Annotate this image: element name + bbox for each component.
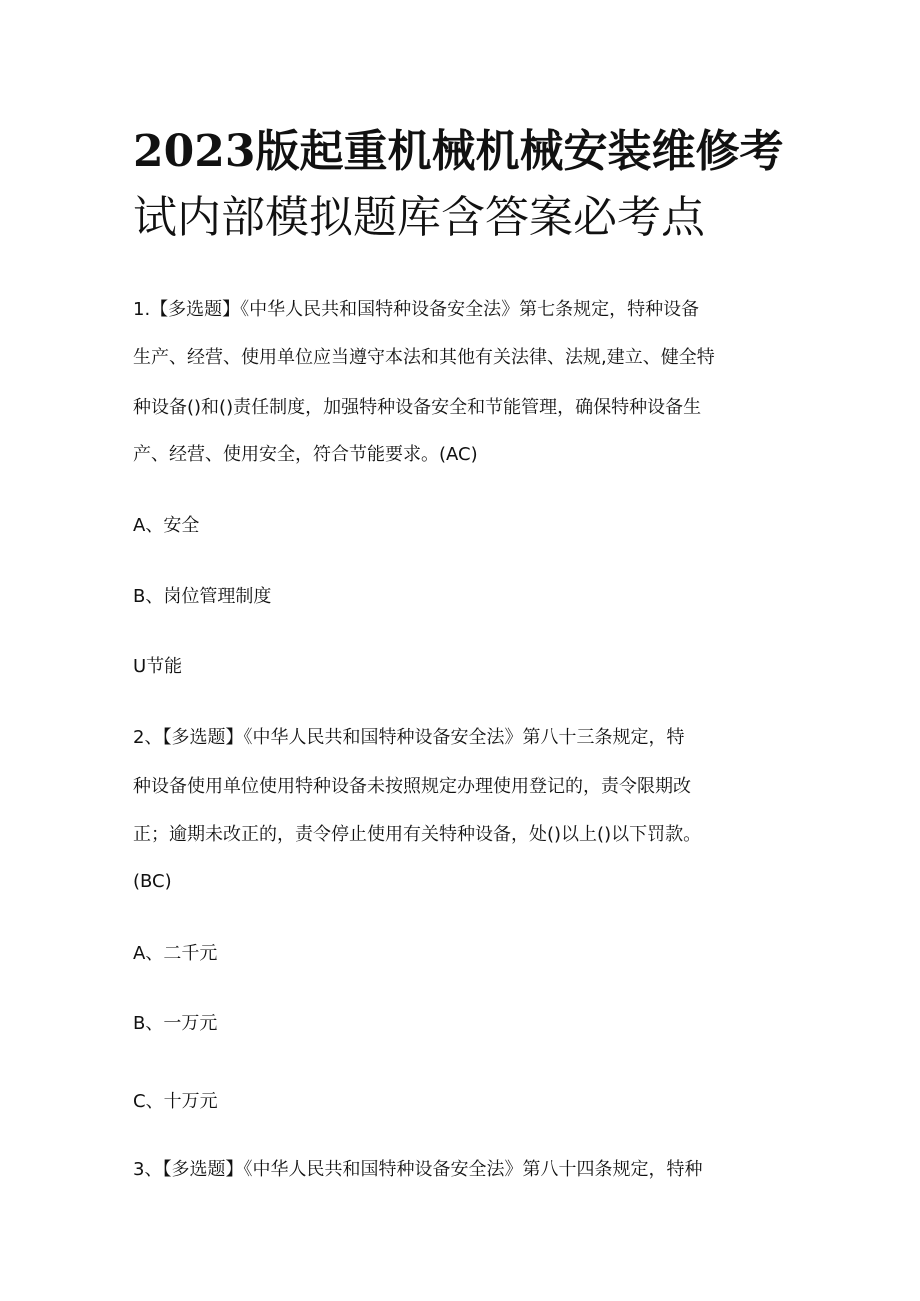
question-2-text-line-1: 2、【多选题】《中华人民共和国特种设备安全法》第八十三条规定，特	[133, 727, 685, 748]
question-3-text-line-1: 3、【多选题】《中华人民共和国特种设备安全法》第八十四条规定，特种	[133, 1159, 703, 1180]
question-2-option-b: B、一万元	[133, 1013, 218, 1034]
question-1-text-line-1: 1.【多选题】《中华人民共和国特种设备安全法》第七条规定，特种设备	[133, 299, 700, 320]
document-title-line-2: 试内部模拟题库含答案必考点	[133, 192, 705, 243]
question-2-option-a: A、二千元	[133, 943, 218, 964]
question-1-option-a: A、安全	[133, 515, 200, 536]
question-1-text-line-2: 生产、经营、使用单位应当遵守本法和其他有关法律、法规,建立、健全特	[133, 347, 715, 368]
question-2-text-line-3: 正；逾期未改正的，责令停止使用有关特种设备，处()以上()以下罚款。	[133, 824, 702, 845]
question-1-text-line-3: 种设备()和()责任制度，加强特种设备安全和节能管理，确保特种设备生	[133, 397, 702, 418]
question-2-option-c: C、十万元	[133, 1091, 218, 1112]
question-1-text-line-4: 产、经营、使用安全，符合节能要求。(AC)	[133, 444, 478, 465]
question-1-option-c: U节能	[133, 656, 183, 677]
question-2-text-line-4: (BC)	[133, 871, 172, 892]
question-2-text-line-2: 种设备使用单位使用特种设备未按照规定办理使用登记的，责令限期改	[133, 776, 691, 797]
question-1-option-b: B、岗位管理制度	[133, 586, 272, 607]
document-title-line-1: 2023版起重机械机械安装维修考	[133, 126, 784, 177]
